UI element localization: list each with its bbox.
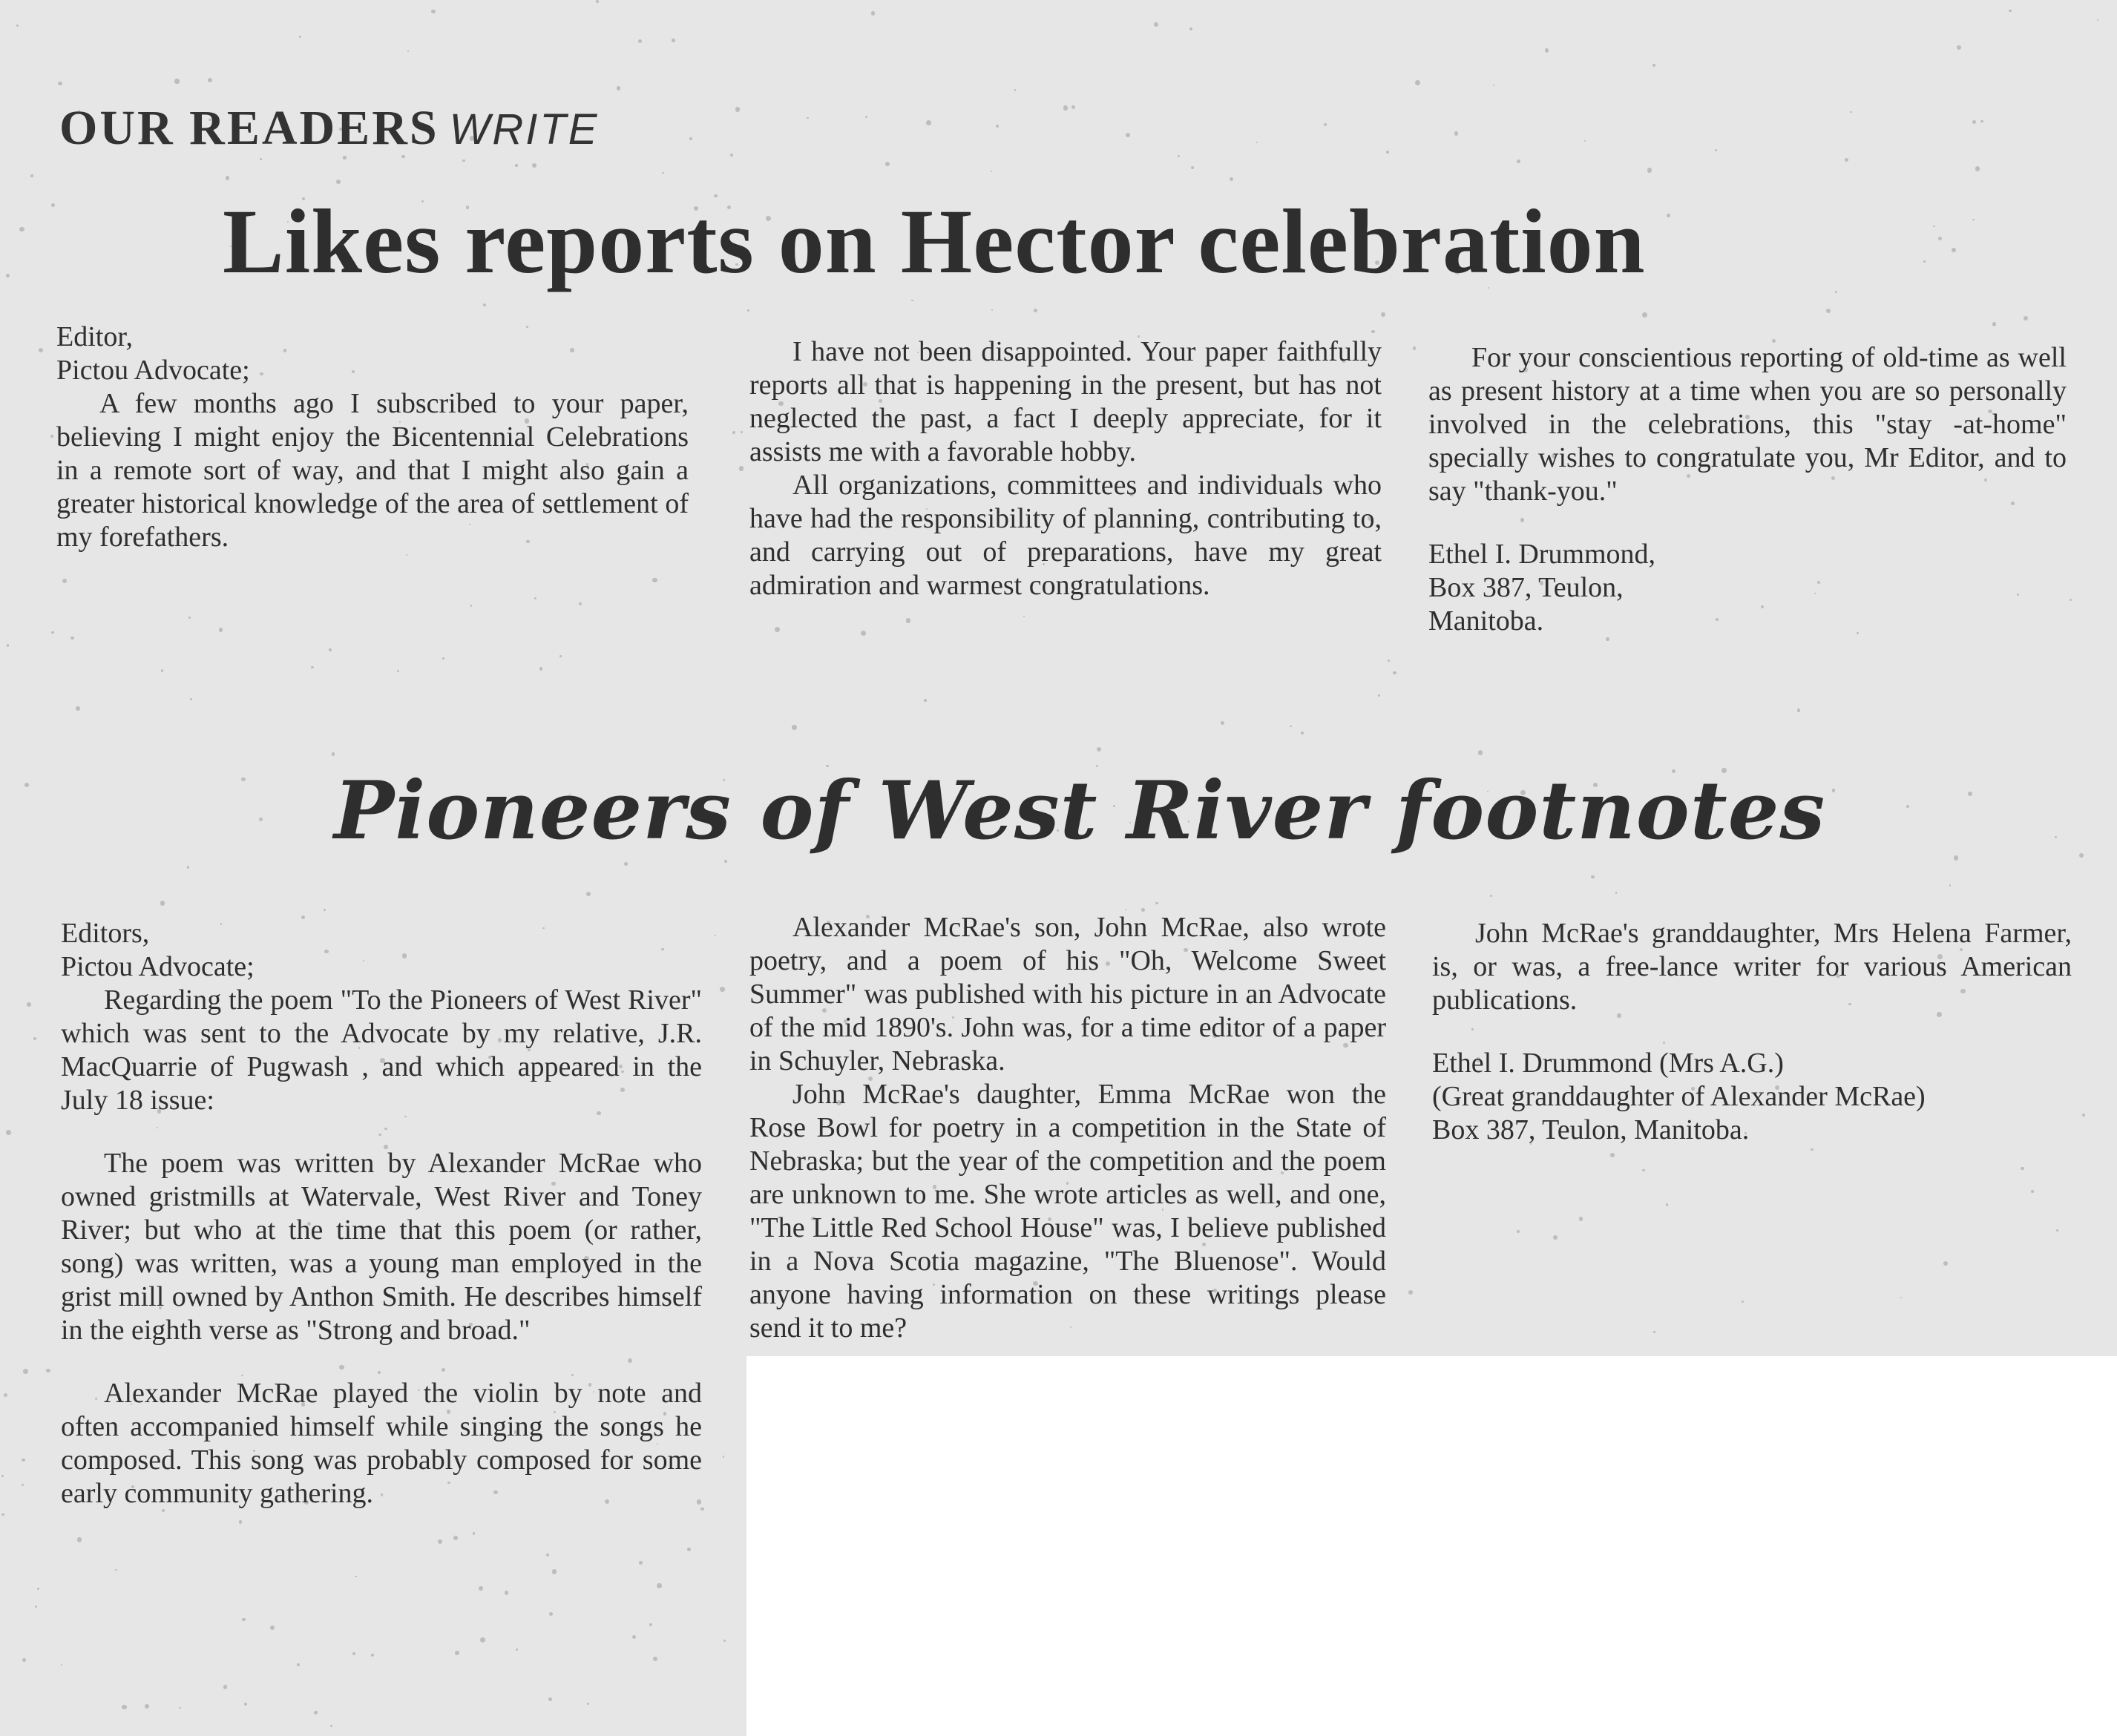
letter-paragraph: John McRae's daughter, Emma McRae won the Rose Bowl for poetry in a competition in the State of Nebraska; but the year of the competition and the poem are unknown to me. She wrote articles as well, and one, "The Little Red School House" was, I believe published in a Nova Scotia magazine, "The Bluenose". Would anyone having information on these writings please send it to me? <box>749 1079 1386 1344</box>
print-speck <box>1957 45 1961 50</box>
print-speck <box>161 669 163 671</box>
print-speck <box>1545 48 1549 52</box>
salutation-line: Pictou Advocate; <box>61 951 255 982</box>
print-speck <box>453 1536 458 1540</box>
section-label-write: WRITE <box>449 105 600 154</box>
print-speck <box>1606 637 1609 641</box>
print-speck <box>19 227 24 231</box>
signature-line: Ethel I. Drummond (Mrs A.G.) <box>1432 1048 1784 1079</box>
print-speck <box>431 10 435 13</box>
print-speck <box>407 50 409 52</box>
print-speck <box>226 176 229 180</box>
headline-west-river-footnotes: Pioneers of West River footnotes <box>334 764 1826 858</box>
print-speck <box>1290 726 1291 727</box>
print-speck <box>1034 309 1037 312</box>
print-speck <box>1845 158 1848 162</box>
print-speck <box>470 605 472 606</box>
section-label-main: OUR READERS <box>59 101 439 155</box>
print-speck <box>1653 1331 1655 1333</box>
print-speck <box>1388 660 1389 661</box>
print-speck <box>16 24 19 27</box>
print-speck <box>632 1635 636 1639</box>
print-speck <box>187 866 190 869</box>
print-speck <box>516 1648 518 1651</box>
print-speck <box>324 909 326 911</box>
print-speck <box>861 631 866 636</box>
print-speck <box>462 160 465 162</box>
salutation-line: Editors, <box>61 918 150 949</box>
print-speck <box>739 466 744 471</box>
print-speck <box>329 648 332 651</box>
headline-hector-celebration: Likes reports on Hector celebration <box>223 191 1646 292</box>
print-speck <box>723 1456 724 1457</box>
print-speck <box>724 860 727 863</box>
print-speck <box>22 1658 26 1662</box>
salutation-line: Pictou Advocate; <box>56 355 250 386</box>
signature-line: (Great granddaughter of Alexander McRae) <box>1432 1081 1926 1112</box>
print-speck <box>244 1703 247 1706</box>
print-speck <box>239 1520 242 1523</box>
letter-paragraph: Regarding the poem "To the Pioneers of West River" which was sent to the Advocate by my relative, J.R. MacQuarrie of Pugwash , and which appeared in the July 18 issue: <box>61 984 702 1116</box>
print-speck <box>30 174 33 177</box>
print-speck <box>515 164 518 167</box>
print-speck <box>532 163 536 168</box>
letter-paragraph: The poem was written by Alexander McRae who owned gristmills at Watervale, West River and Toney River; but who at the time that this poem (or rather, song) was written, was a young man employed in the grist mill owned by Anthon Smith. He describes himself in the eighth verse as "Strong and broad." <box>61 1148 702 1346</box>
print-speck <box>33 1037 36 1040</box>
print-speck <box>77 1537 82 1542</box>
signature-line: Box 387, Teulon, Manitoba. <box>1432 1114 1750 1145</box>
print-speck <box>730 154 733 157</box>
print-speck <box>24 783 29 787</box>
print-speck <box>2082 1114 2085 1117</box>
print-speck <box>1591 875 1595 879</box>
print-speck <box>1415 80 1419 85</box>
print-speck <box>50 435 53 438</box>
letter2-signature <box>1432 1047 2072 1147</box>
print-speck <box>539 667 543 671</box>
print-speck <box>1642 312 1647 317</box>
print-speck <box>1975 166 1980 171</box>
print-speck <box>1413 346 1416 349</box>
print-speck <box>122 1705 127 1710</box>
print-speck <box>1666 1203 1668 1206</box>
print-speck <box>179 1707 181 1709</box>
print-speck <box>1478 750 1483 754</box>
print-speck <box>792 725 797 730</box>
letter2-column-3 <box>1432 917 2072 1147</box>
print-speck <box>442 657 444 660</box>
print-speck <box>505 1591 508 1594</box>
print-speck <box>1023 616 1025 617</box>
print-speck <box>2097 19 2098 21</box>
print-speck <box>76 706 80 711</box>
print-speck <box>1742 1301 1744 1303</box>
print-speck <box>552 1569 557 1574</box>
print-speck <box>723 1640 726 1642</box>
print-speck <box>741 431 743 433</box>
letter-paragraph: For your conscientious reporting of old-time as well as present history at a time when you are so personally involved in the celebrations, this "stay -at-home" specially wishes to congratulate you, Mr Editor, and to say "thank-you." <box>1428 342 2067 507</box>
print-speck <box>438 1539 442 1544</box>
print-speck <box>1393 671 1396 675</box>
print-speck <box>223 1685 227 1689</box>
print-speck <box>1381 312 1385 317</box>
letter1-salutation <box>56 320 689 387</box>
print-speck <box>1811 1148 1814 1151</box>
print-speck <box>689 137 692 140</box>
print-speck <box>617 86 620 90</box>
letter-paragraph: I have not been disappointed. Your paper faithfully reports all that is happening in the present, but has not neglected the past, a fact I deeply appreciate, for it assists me with a favorable hobby. <box>749 336 1382 467</box>
print-speck <box>653 1657 657 1661</box>
letter1-signature <box>1428 538 2067 638</box>
print-speck <box>174 79 179 83</box>
print-speck <box>657 1583 662 1588</box>
print-speck <box>479 1586 483 1591</box>
letter1-column-3 <box>1428 341 2067 638</box>
print-speck <box>297 1663 300 1666</box>
section-label <box>59 100 599 157</box>
print-speck <box>46 1369 50 1373</box>
print-speck <box>190 698 192 700</box>
print-speck <box>639 1561 643 1565</box>
salutation-line: Editor, <box>56 321 133 352</box>
print-speck <box>311 666 313 668</box>
letter-paragraph: All organizations, committees and individuals who have had the responsibility of planning, contributing to, and carrying out of preparations, have my great admiration and warmest congratulations. <box>749 470 1382 601</box>
letter2-column-1 <box>61 917 702 1510</box>
print-speck <box>343 156 346 159</box>
letter-paragraph: Alexander McRae's son, John McRae, also wrote poetry, and a poem of his "Oh, Welcome Sweet Summer" was published with his picture in an Advocate of the mid 1890's. John was, for a time editor of a paper in Schuyler, Nebraska. <box>749 912 1386 1076</box>
letter2-salutation <box>61 917 702 984</box>
letter2-column-2 <box>749 911 1386 1345</box>
print-speck <box>2009 10 2012 13</box>
print-speck <box>23 1369 28 1374</box>
letter-paragraph: John McRae's granddaughter, Mrs Helena Farmer, is, or was, a free-lance writer for various American publications. <box>1432 918 2072 1016</box>
print-speck <box>1517 160 1520 163</box>
letter1-column-2 <box>749 335 1382 602</box>
print-speck <box>2031 1190 2034 1193</box>
print-speck <box>1386 151 1389 154</box>
signature-line: Manitoba. <box>1428 605 1544 637</box>
print-speck <box>1221 721 1224 725</box>
print-speck <box>58 82 62 86</box>
print-speck <box>1 1513 4 1516</box>
print-speck <box>652 578 657 583</box>
print-speck <box>1797 708 1801 712</box>
print-speck <box>260 158 262 160</box>
print-speck <box>1371 330 1374 333</box>
signature-line: Box 387, Teulon, <box>1428 572 1624 603</box>
print-speck <box>735 107 741 112</box>
print-speck <box>1063 105 1068 110</box>
print-speck <box>22 1459 24 1462</box>
print-speck <box>314 1711 318 1714</box>
print-speck <box>145 1704 149 1709</box>
print-speck <box>241 777 245 781</box>
letter1-column-1 <box>56 320 689 554</box>
print-speck <box>1900 1297 1902 1298</box>
print-speck <box>672 39 675 42</box>
print-speck <box>1615 892 1618 894</box>
letter-paragraph: Alexander McRae played the violin by note and often accompanied himself while singing the songs he composed. This song was probably composed for some early community gathering. <box>61 1378 702 1509</box>
print-speck <box>35 1605 37 1608</box>
print-speck <box>549 1612 553 1616</box>
print-speck <box>1647 168 1652 173</box>
print-speck <box>330 1725 332 1727</box>
print-speck <box>1972 120 1976 124</box>
letter-paragraph: A few months ago I subscribed to your paper, believing I might enjoy the Bicentennial Celebrations in a remote sort of way, and that I might also gain a greater historical knowledge of the area of settlement of my forefathers. <box>56 388 689 553</box>
signature-line: Ethel I. Drummond, <box>1428 539 1656 570</box>
print-speck <box>455 1651 459 1655</box>
print-speck <box>1517 1230 1520 1233</box>
